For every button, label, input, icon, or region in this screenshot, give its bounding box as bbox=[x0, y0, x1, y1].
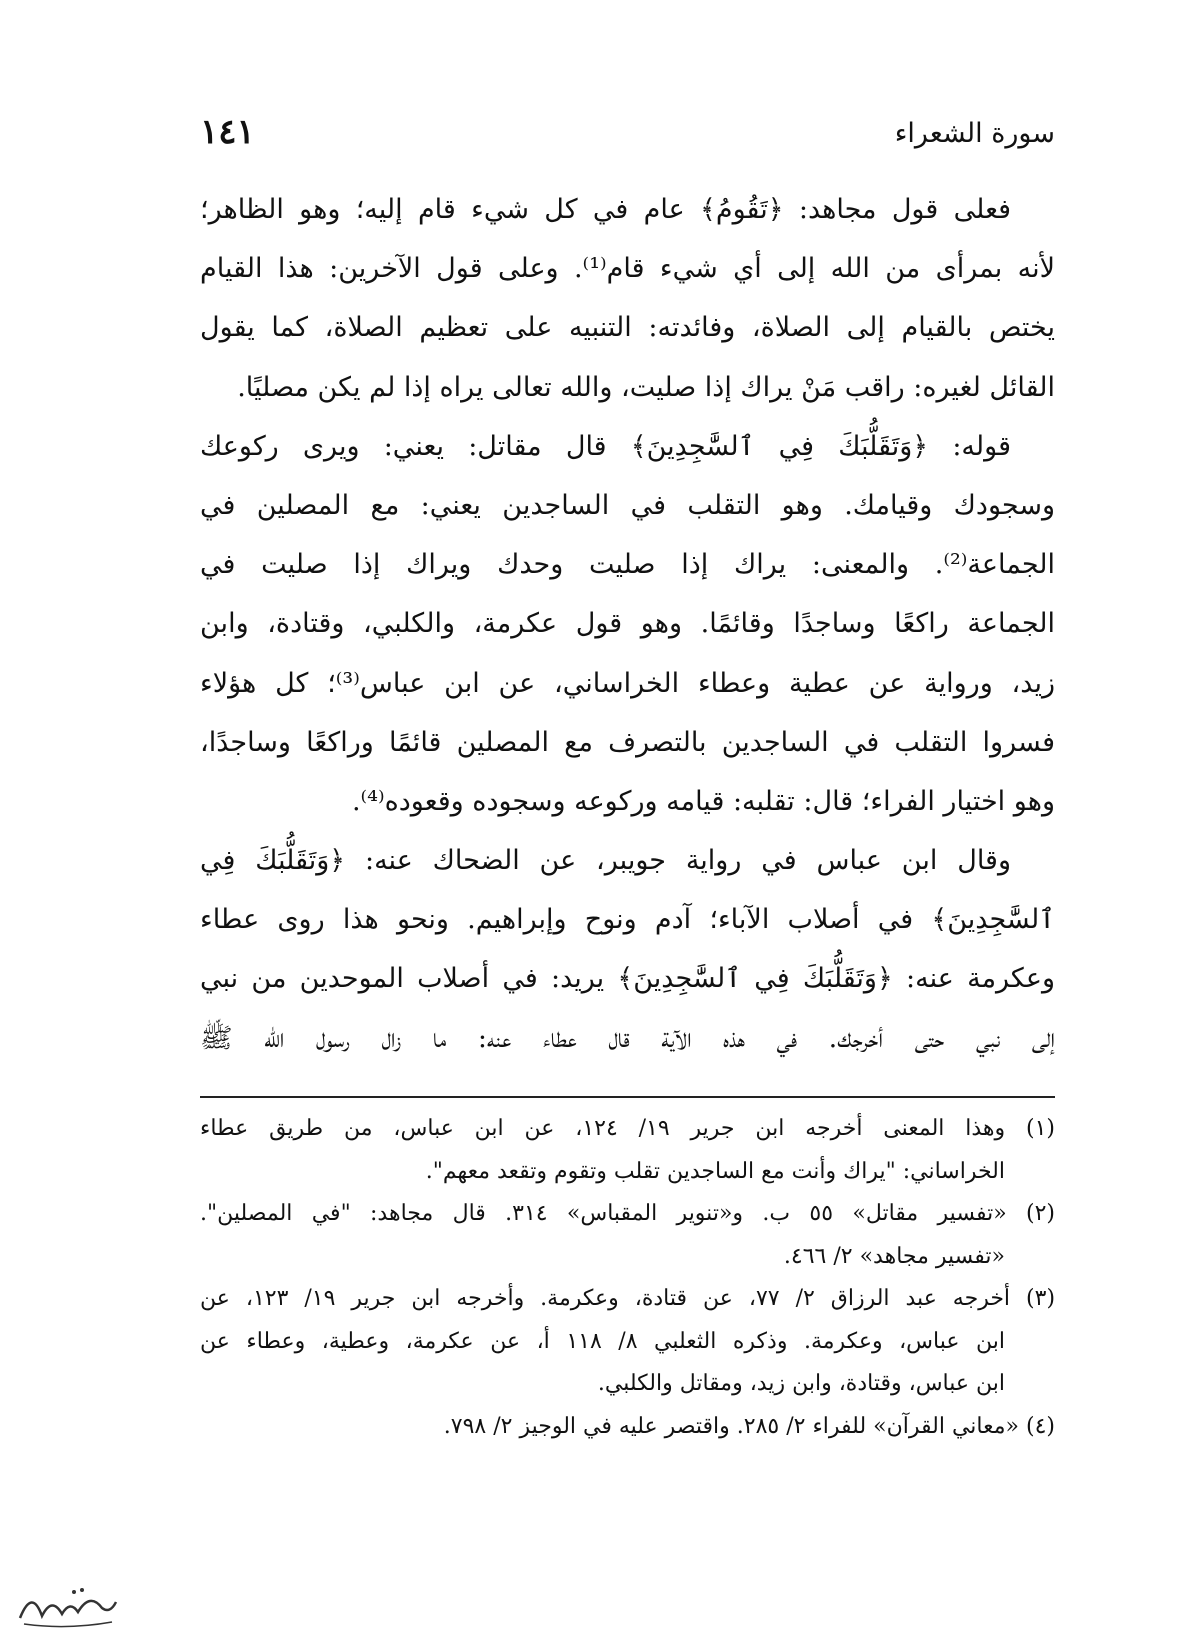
text-line: قوله: ﴿وَتَقَلُّبَكَ فِي ٱلسَّٰجِدِينَ﴾ قال مقاتل: يعني: ويرى ركوعك bbox=[200, 430, 1011, 462]
footnote-line: الخراساني: "يراك وأنت مع الساجدين تقلب وتقوم وتقعد معهم". bbox=[425, 1158, 1005, 1184]
page-header bbox=[200, 112, 1055, 162]
page-number: ١٤١ bbox=[200, 112, 255, 152]
text-line: وهو اختيار الفراء؛ قال: تقلبه: قيامه وركوعه وسجوده وقعوده⁽⁴⁾. bbox=[351, 785, 1055, 817]
surah-title: سورة الشعراء bbox=[894, 118, 1055, 149]
footnote-line: (١) وهذا المعنى أخرجه ابن جرير ١٩/ ١٢٤، عن ابن عباس، من طريق عطاء bbox=[200, 1116, 1055, 1141]
text-line: وعكرمة عنه: ﴿وَتَقَلُّبَكَ فِي ٱلسَّٰجِدِينَ﴾ يريد: في أصلاب الموحدين من نبي bbox=[200, 963, 1055, 995]
text-line: الجماعة⁽²⁾. والمعنى: يراك إذا صليت وحدك ويراك إذا صليت في bbox=[200, 549, 1055, 581]
text-line: يختص بالقيام إلى الصلاة، وفائدته: التنبيه على تعظيم الصلاة، كما يقول bbox=[200, 312, 1055, 344]
text-line: الجماعة راكعًا وساجدًا وقائمًا. وهو قول عكرمة، والكلبي، وقتادة، وابن bbox=[200, 608, 1055, 640]
footnote-line: ابن عباس، وعكرمة. وذكره الثعلبي ٨/ ١١٨ أ، عن عكرمة، وعطية، وعطاء عن bbox=[200, 1328, 1005, 1354]
text-line: فسروا التقلب في الساجدين بالتصرف مع المصلين قائمًا وراكعًا وساجدًا، bbox=[200, 726, 1055, 758]
text-line: زيد، ورواية عن عطية وعطاء الخراساني، عن ابن عباس⁽³⁾؛ كل هؤلاء bbox=[200, 667, 1055, 699]
footnotes bbox=[200, 1108, 1055, 1448]
footnote-line: ابن عباس، وقتادة، وابن زيد، ومقاتل والكلبي. bbox=[597, 1371, 1005, 1396]
text-line: القائل لغيره: راقب مَنْ يراك إذا صليت، والله تعالى يراه إذا لم يكن مصليًا. bbox=[237, 371, 1055, 403]
text-line: وسجودك وقيامك. وهو التقلب في الساجدين يعني: مع المصلين في bbox=[200, 489, 1055, 521]
text-line: فعلى قول مجاهد: ﴿تَقُومُ﴾ عام في كل شيء قام إليه؛ وهو الظاهر؛ bbox=[200, 194, 1011, 225]
footnote-divider bbox=[200, 1096, 1055, 1098]
text-line: لأنه بمرأى من الله إلى أي شيء قام⁽¹⁾. وعلى قول الآخرين: هذا القيام bbox=[200, 253, 1055, 285]
text-line: إلى نبي حتى أخرجك. في هذه الآية قال عطاء عنه: ما زال رسول الله ﷺ bbox=[200, 1022, 1055, 1054]
footnote-line: «تفسير مجاهد» ٢/ ٤٦٦. bbox=[783, 1243, 1005, 1269]
main-text bbox=[200, 180, 1055, 1068]
footnote-line: (٢) «تفسير مقاتل» ٥٥ ب. و«تنوير المقباس» ٣١٤. قال مجاهد: "في المصلين". bbox=[200, 1201, 1055, 1226]
footnote-line: (٣) أخرجه عبد الرزاق ٢/ ٧٧، عن قتادة، وعكرمة. وأخرجه ابن جرير ١٩/ ١٢٣، عن bbox=[200, 1286, 1055, 1311]
text-line: وقال ابن عباس في رواية جويبر، عن الضحاك عنه: ﴿وَتَقَلُّبَكَ فِي bbox=[200, 845, 1011, 877]
footnote-line: (٤) «معاني القرآن» للفراء ٢/ ٢٨٥. واقتصر عليه في الوجيز ٢/ ٧٩٨. bbox=[443, 1413, 1055, 1439]
text-line: ٱلسَّٰجِدِينَ﴾ في أصلاب الآباء؛ آدم ونوح وإبراهيم. ونحو هذا روى عطاء bbox=[200, 904, 1055, 936]
watermark-logo bbox=[12, 1578, 122, 1638]
